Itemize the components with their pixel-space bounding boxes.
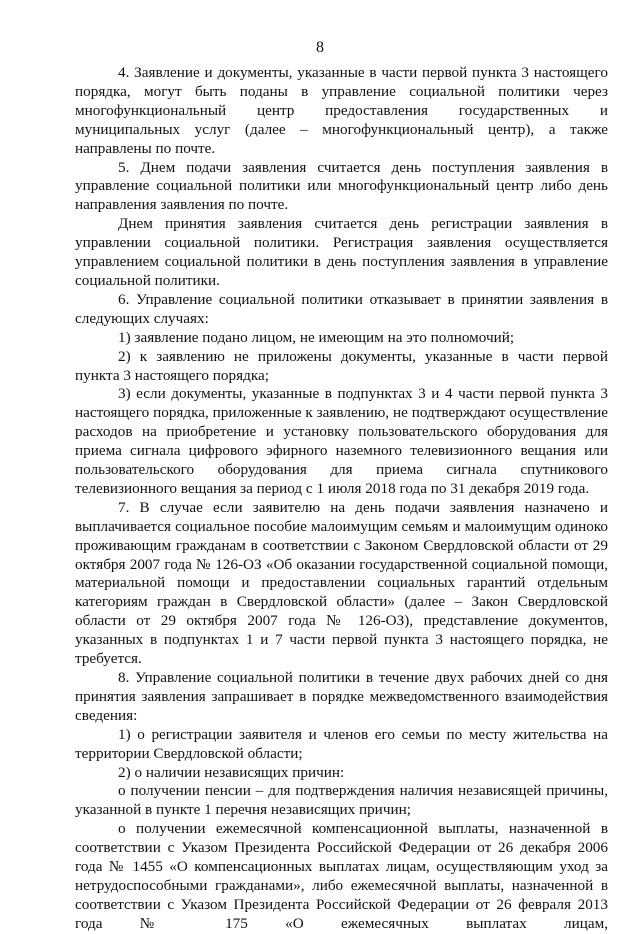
- paragraph-6-item-1: 1) заявление подано лицом, не имеющим на это полномочий;: [118, 328, 515, 346]
- paragraph-7: 7. В случае если заявителю на день подачи заявления назначено и выплачивается социальное пособие малоимущим семьям и малоимущим одиноко проживающим гражданам в соответствии с Законом Свердловской области от 29 октября 2007 года № 126-ОЗ «Об оказании государственной социальной помощи, материальной помощи и предоставлении социальных гарантий отдельным категориям граждан в Свердловской области» (далее – Закон Свердловской области от 29 октября 2007 года № 126-ОЗ), представление документов, указанных в подпунктах 1 и 7 части первой пункта 3 настоящего порядка, не требуется.: [75, 498, 608, 668]
- paragraph-6-item-3: 3) если документы, указанные в подпунктах 3 и 4 части первой пункта 3 настоящего порядка, приложенные к заявлению, не подтверждают осуществление расходов на приобретение и установку пользовательского оборудования для приема сигнала цифрового эфирного наземного телевизионного вещания или пользовательского оборудования для приема сигнала спутникового телевизионного вещания за период с 1 июля 2018 года по 31 декабря 2019 года.: [75, 385, 608, 497]
- paragraph-8-pension: о получении пенсии – для подтверждения наличия независящей причины, указанной в пункте 1 перечня независящих причин;: [75, 782, 608, 819]
- paragraph-8: 8. Управление социальной политики в течение двух рабочих дней со дня принятия заявления запрашивает в порядке межведомственного взаимодействия сведения:: [75, 669, 608, 724]
- paragraph-8-item-1: 1) о регистрации заявителя и членов его семьи по месту жительства на территории Свердловской области;: [75, 725, 608, 762]
- paragraph-8-item-2: 2) о наличии независящих причин:: [118, 763, 345, 781]
- paragraph-4: 4. Заявление и документы, указанные в части первой пункта 3 настоящего порядка, могут быть поданы в управление социальной политики через многофункциональный центр предоставления государственных и муниципальных услуг (далее – многофункциональный центр), а также направлены по почте.: [75, 64, 608, 157]
- paragraph-5-registration-day: Днем принятия заявления считается день регистрации заявления в управлении социальной политики. Регистрация заявления осуществляется управлением социальной политики в день поступления заявления в управление социальной политики.: [75, 215, 608, 289]
- paragraph-6-item-2: 2) к заявлению не приложены документы, указанные в части первой пункта 3 настоящего порядка;: [75, 347, 608, 384]
- paragraph-5: 5. Днем подачи заявления считается день поступления заявления в управление социальной политики или многофункциональный центр либо день направления заявления по почте.: [75, 158, 608, 214]
- paragraph-6: 6. Управление социальной политики отказывает в принятии заявления в следующих случаях:: [75, 290, 608, 327]
- page-number: 8: [316, 39, 324, 56]
- paragraph-8-compensation: о получении ежемесячной компенсационной выплаты, назначенной в соответствии с Указом Президента Российской Федерации от 26 декабря 2006 года № 1455 «О компенсационных выплатах лицам, осуществляющим уход за нетрудоспособными гражданами», либо ежемесячной выплаты, назначенной в соответствии с Указом Президента Российской Федерации от 26 февраля 2013 года № 175 «О ежемесячных выплатах лицам,: [75, 820, 608, 932]
- document-body: [75, 64, 608, 934]
